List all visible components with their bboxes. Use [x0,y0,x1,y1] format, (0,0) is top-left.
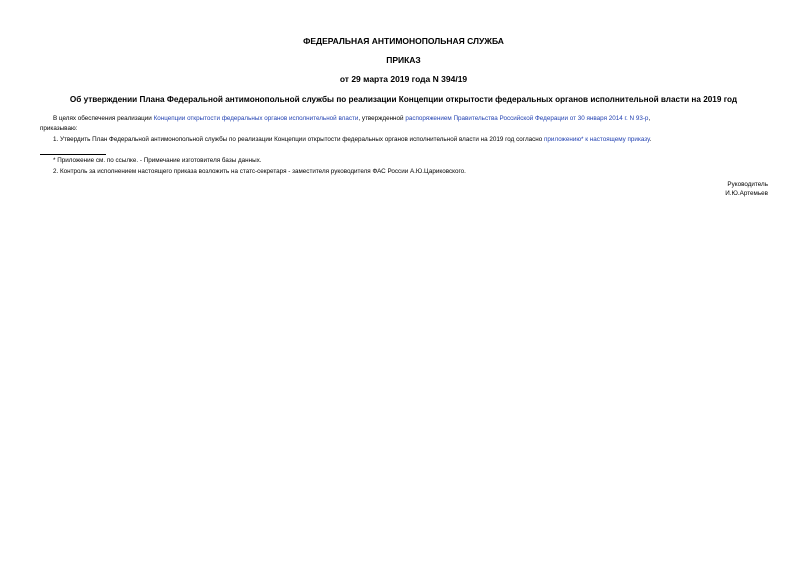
decree-word: приказываю: [40,125,78,132]
government-order-link[interactable]: распоряжением Правительства Российской Федерации от 30 января 2014 г. N 93-р [405,115,649,122]
document-date: от 29 марта 2019 года N 394/19 [339,74,468,84]
footnote-divider [40,154,106,155]
document-type: ПРИКАЗ [386,55,421,65]
document-title: Об утверждении Плана Федеральной антимонопольной службы по реализации Концепции открытости федеральных органов исполнительной власти на 2019 год [69,95,738,104]
agency-name: ФЕДЕРАЛЬНАЯ АНТИМОНОПОЛЬНАЯ СЛУЖБА [303,36,504,46]
intro-paragraph [53,114,650,123]
footnote: * Приложение см. по ссылке. - Примечание изготовителя базы данных. [53,157,262,164]
item-1-text: 1. Утвердить План Федеральной антимонопольной службы по реализации Концепции открытости федеральных органов исполнительной власти на 2019 год согласно [53,136,545,143]
signature-position: Руководитель [727,181,768,188]
intro-suffix: , [648,115,651,122]
item-2-paragraph: 2. Контроль за исполнением настоящего приказа возложить на статс-секретаря - заместителя руководителя ФАС России А.Ю.Цариковского. [53,168,466,175]
signature-name: И.Ю.Артемьев [725,190,768,197]
item-1-suffix: . [649,136,652,143]
item-1-paragraph [53,135,651,144]
intro-prefix: В целях обеспечения реализации [53,115,154,122]
concept-link[interactable]: Концепции открытости федеральных органов исполнительной власти [153,115,359,122]
intro-middle: , утвержденной [358,115,406,122]
appendix-link[interactable]: приложению* к настоящему приказу [544,136,650,143]
